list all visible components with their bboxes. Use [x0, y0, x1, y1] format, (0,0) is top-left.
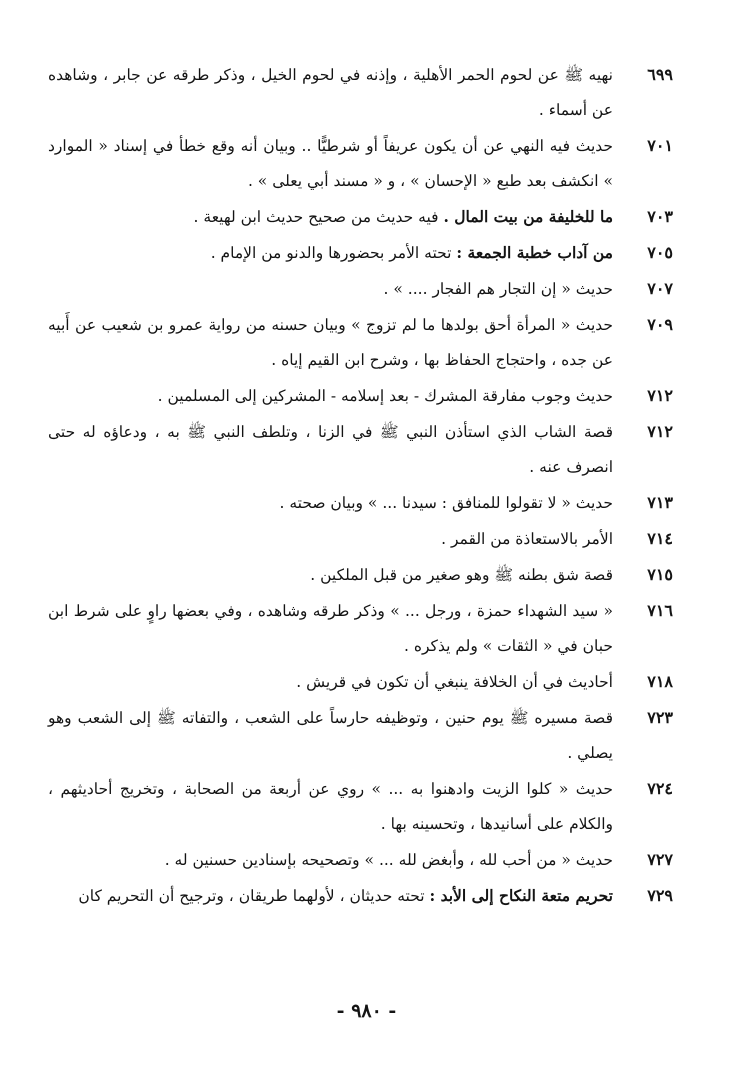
index-entry [48, 271, 673, 307]
entry-text: قصة شق بطنه ﷺ وهو صغير من قبل الملكين . [310, 566, 613, 584]
index-entry [48, 593, 673, 664]
index-entry [48, 842, 673, 878]
entry-text: حديث « لا تقولوا للمنافق : سيدنا ... » وبيان صحته . [279, 494, 613, 512]
entry-text: حديث وجوب مفارقة المشرك - بعد إسلامه - المشركين إلى المسلمين . [157, 387, 613, 405]
entry-text: الأمر بالاستعاذة من القمر . [441, 530, 613, 548]
index-entry [48, 664, 673, 700]
page-ref: ٧٠١ [647, 136, 673, 155]
page-ref: ٧١٦ [647, 601, 673, 620]
entry-text: حديث « كلوا الزيت وادهنوا به ... » روي عن أربعة من الصحابة ، وتخريج أحاديثهم ، والكلام على أسانيدها ، وتحسينه بها . [48, 780, 613, 833]
index-entry [48, 128, 673, 199]
page-ref: ٧٠٧ [647, 279, 673, 298]
page-ref: ٧١٢ [647, 386, 673, 405]
index-entry [48, 235, 673, 271]
entry-text: قصة مسيره ﷺ يوم حنين ، وتوظيفه حارساً على الشعب ، والتفاته ﷺ إلى الشعب وهو يصلي . [48, 709, 613, 762]
index-entry [48, 557, 673, 593]
entry-text: أحاديث في أن الخلافة ينبغي أن تكون في قريش . [296, 673, 613, 691]
page-ref: ٧١٨ [647, 672, 673, 691]
page-ref: ٧٠٣ [647, 207, 673, 226]
page-ref: ٧٢٤ [647, 779, 673, 798]
page-ref: ٧٠٩ [647, 315, 673, 334]
entry-text: قصة الشاب الذي استأذن النبي ﷺ في الزنا ، وتلطف النبي ﷺ به ، ودعاؤه له حتى انصرف عنه . [48, 423, 613, 476]
index-entry [48, 521, 673, 557]
entry-text: حديث « المرأة أحق بولدها ما لم تزوج » وبيان حسنه من رواية عمرو بن شعيب عن أَبيه عن جده ، واحتجاج الحفاظ بها ، وشرح ابن القيم إياه . [48, 316, 613, 369]
entry-text: نهيه ﷺ عن لحوم الحمر الأهلية ، وإذنه في لحوم الخيل ، وذكر طرقه عن جابر ، وشاهده عن أسماء . [48, 66, 613, 119]
page-ref: ٧٢٣ [647, 708, 673, 727]
index-entries [48, 57, 673, 914]
page-ref: ٧٠٥ [647, 243, 673, 262]
entry-text: حديث « إن التجار هم الفجار .... » . [383, 280, 613, 298]
page-ref: ٧٢٩ [647, 886, 673, 905]
page-ref: ٧١٢ [647, 422, 673, 441]
index-entry [48, 57, 673, 128]
entry-text: تحته الأمر بحضورها والدنو من الإمام . [210, 244, 457, 262]
entry-text: فيه حديث من صحيح حديث ابن لهيعة . [193, 208, 444, 226]
entry-heading: ما للخليفة من بيت المال . [443, 207, 613, 226]
entry-text: « سيد الشهداء حمزة ، ورجل ... » وذكر طرقه وشاهده ، وفي بعضها راوٍ على شرط ابن حبان في « الثقات » ولم يذكره . [48, 602, 613, 655]
entry-heading: من آداب خطبة الجمعة : [456, 243, 613, 262]
page-ref: ٦٩٩ [647, 65, 673, 84]
entry-text: حديث فيه النهي عن أن يكون عريفاً أو شرطيًّا .. وبيان أنه وقع خطأ في إسناد « الموارد » انكشف بعد طبع « الإحسان » ، و « مسند أبي يعلى » . [48, 137, 613, 190]
index-entry [48, 414, 673, 485]
index-entry [48, 307, 673, 378]
page-ref: ٧١٣ [647, 493, 673, 512]
page-ref: ٧١٥ [647, 565, 673, 584]
index-entry [48, 485, 673, 521]
index-entry [48, 378, 673, 414]
entry-text: تحته حديثان ، لأولهما طريقان ، وترجيح أن التحريم كان [78, 887, 430, 905]
entry-text: حديث « من أحب لله ، وأبغض لله ... » وتصحيحه بإسنادين حسنين له . [164, 851, 613, 869]
page-ref: ٧١٤ [647, 529, 673, 548]
entry-heading: تحريم متعة النكاح إلى الأبد : [429, 886, 613, 905]
index-entry [48, 878, 673, 914]
page-number: - ٩٨٠ - [336, 1000, 397, 1022]
index-entry [48, 199, 673, 235]
page-ref: ٧٢٧ [647, 850, 673, 869]
index-entry [48, 700, 673, 771]
index-entry [48, 771, 673, 842]
